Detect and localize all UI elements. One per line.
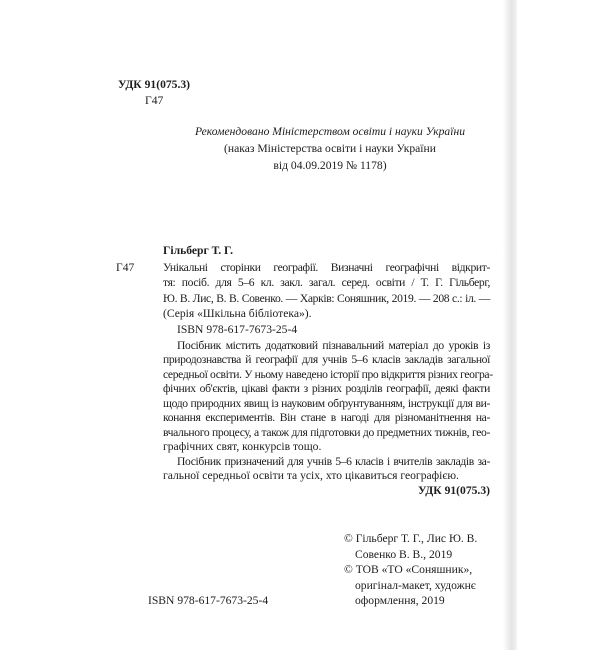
copyright-line: © ТОВ «ТО «Соняшник», (344, 563, 473, 576)
copyright-line: © Гільберг Т. Г., Лис Ю. В. (344, 532, 478, 545)
annotation-line: природознавства й географії для учнів 5–6 класів закладів загальної (163, 353, 490, 366)
annotation-line: вчального процесу, а також для підготовки до предметних тижнів, гео- (163, 426, 490, 439)
annotation-line: щодо природних явищ із науковим обґрунтуванням, інструкції для ви- (163, 397, 490, 410)
bibliography-line: Унікальні сторінки географії. Визначні географічні відкрит- (163, 261, 490, 274)
copyright-line: Совенко В. В., 2019 (355, 548, 453, 561)
annotation-udk: УДК 91(075.3) (417, 484, 490, 497)
bibliography-author: Гільберг Т. Г. (163, 244, 233, 257)
bibliography-code: Г47 (116, 261, 135, 274)
bibliography-line: Ю. В. Лис, В. В. Совенко. — Харків: Соняшник, 2019. — 208 с.: іл. — (163, 292, 490, 305)
catalog-code: Г47 (145, 94, 164, 107)
bibliography-line: тя: посіб. для 5–6 кл. закл. загал. серед. освіти / Т. Г. Гільберг, (163, 276, 490, 289)
recommendation-line-3: від 04.09.2019 № 1178) (273, 159, 387, 172)
udk-header: УДК 91(075.3) (118, 78, 191, 91)
annotation-line: графічних свят, конкурсів тощо. (163, 440, 322, 453)
annotation-line: Посібник містить додатковий пізнавальний матеріал до уроків із (177, 339, 490, 352)
annotation-line: середньої освіти. У ньому наведено історії про відкриття різних геогра- (163, 368, 493, 381)
bibliography-isbn: ISBN 978-617-7673-25-4 (177, 323, 298, 336)
footer-isbn: ISBN 978-617-7673-25-4 (148, 594, 269, 607)
bibliography-line: (Серія «Шкільна бібліотека»). (163, 307, 312, 320)
copyright-line: оформлення, 2019 (355, 594, 445, 607)
annotation-line: фічних об'єктів, цікаві факти з різних розділів географії, деякі факти (163, 382, 490, 395)
copyright-line: оригінал-макет, художнє (355, 579, 476, 592)
page-edge-shadow (503, 0, 517, 650)
recommendation-line-1: Рекомендовано Міністерством освіти і науки України (194, 125, 465, 138)
annotation-line: Посібник призначений для учнів 5–6 класів і вчителів закладів за- (177, 455, 490, 468)
recommendation-line-2: (наказ Міністерства освіти і науки України (224, 142, 436, 155)
annotation-line: конання експериментів. Він стане в нагоді для різноманітнення на- (163, 411, 490, 424)
annotation-line: гальної середньої освіти та усіх, хто цікавиться географією. (163, 469, 459, 482)
